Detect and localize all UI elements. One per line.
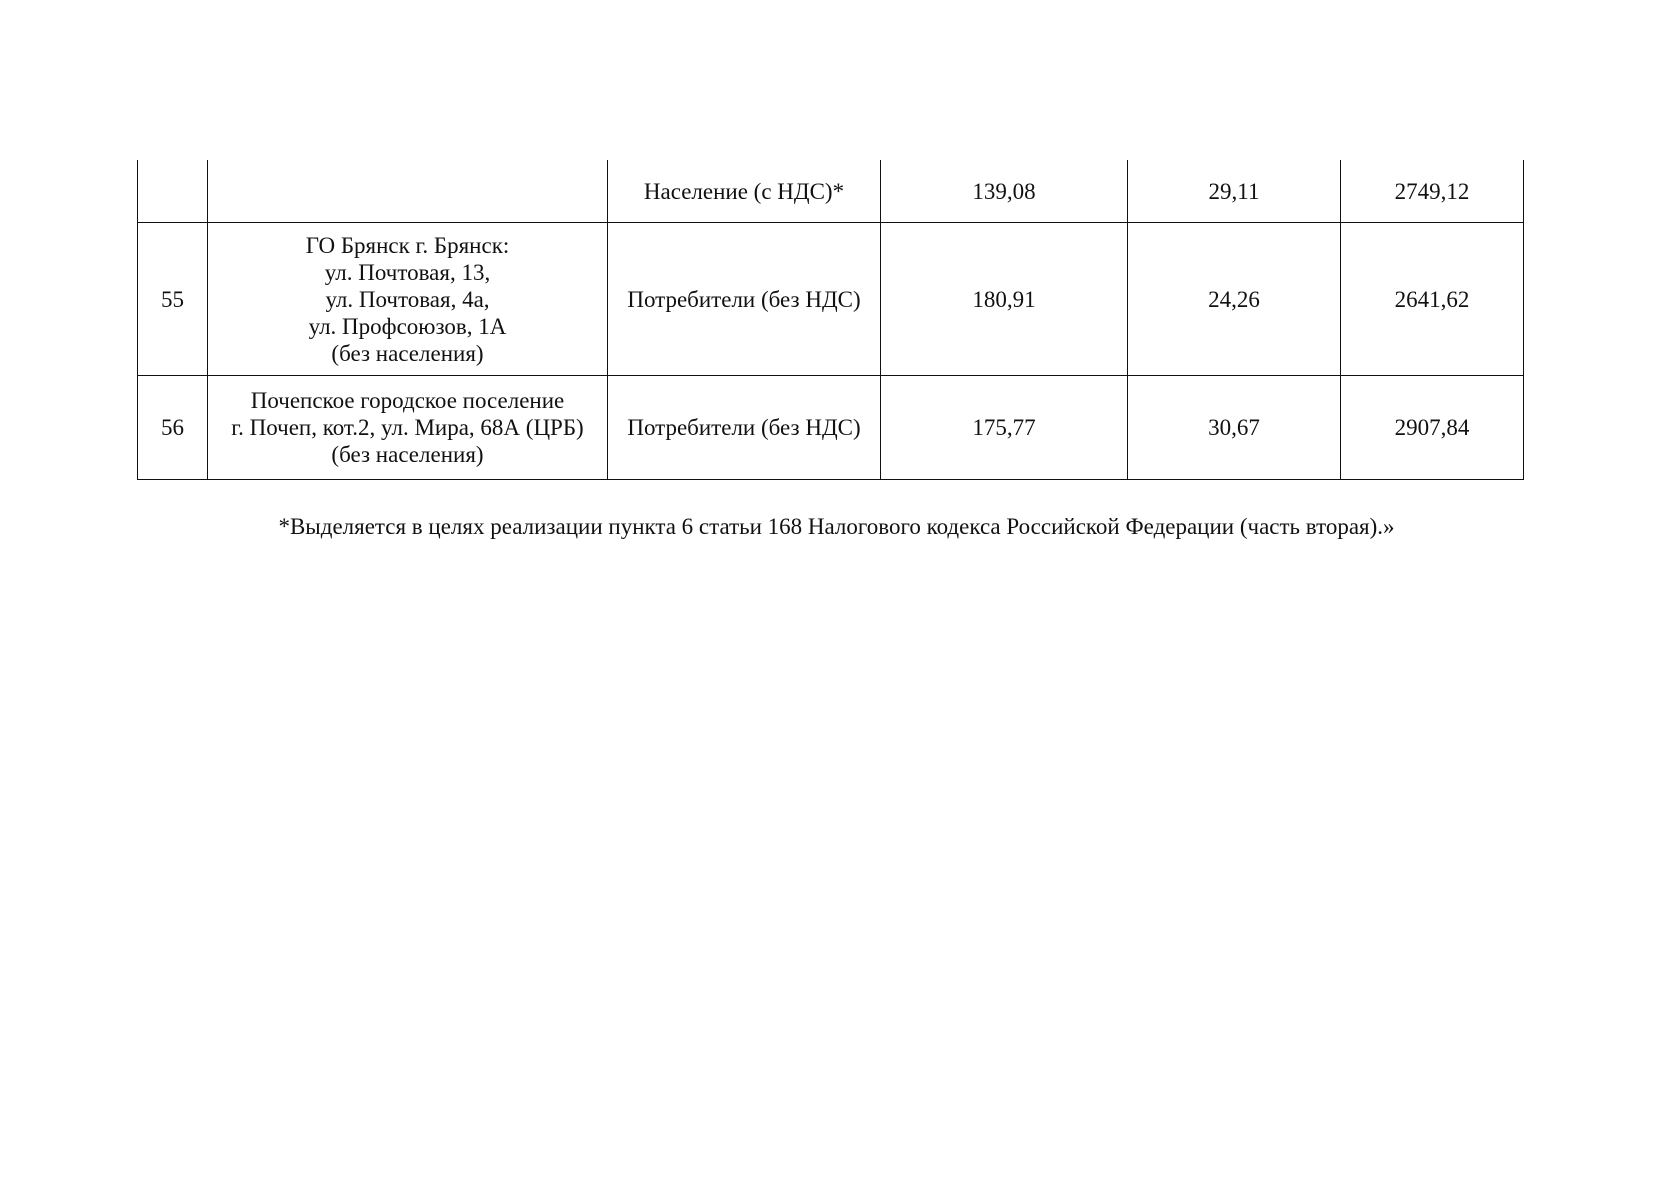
consumer-group-cell: Потребители (без НДС) xyxy=(608,376,881,480)
value-cell-2: 24,26 xyxy=(1128,223,1341,376)
tariff-table xyxy=(137,160,1524,480)
location-line: (без населения) xyxy=(331,442,484,467)
row-number-cell: 56 xyxy=(138,376,208,480)
table-row xyxy=(138,376,1524,480)
value-cell-2: 29,11 xyxy=(1128,160,1341,223)
value-cell-3: 2641,62 xyxy=(1341,223,1524,376)
location-line: ул. Профсоюзов, 1А xyxy=(308,313,507,339)
table-row xyxy=(138,160,1524,223)
value-cell-3: 2749,12 xyxy=(1341,160,1524,223)
footnote: *Выделяется в целях реализации пункта 6 статьи 168 Налогового кодекса Российской Федерации (часть вторая).» xyxy=(278,514,1395,539)
table-row xyxy=(138,223,1524,376)
location-cell xyxy=(208,376,608,480)
row-number-cell xyxy=(138,160,208,223)
value-cell-2: 30,67 xyxy=(1128,376,1341,480)
consumer-group-cell: Потребители (без НДС) xyxy=(608,223,881,376)
value-cell-3: 2907,84 xyxy=(1341,376,1524,480)
location-cell xyxy=(208,223,608,376)
value-cell-1: 139,08 xyxy=(881,160,1128,223)
consumer-group-cell: Население (с НДС)* xyxy=(608,160,881,223)
location-cell xyxy=(208,160,608,223)
value-cell-1: 175,77 xyxy=(881,376,1128,480)
location-line: г. Почеп, кот.2, ул. Мира, 68А (ЦРБ) xyxy=(231,415,584,440)
location-line: ГО Брянск г. Брянск: xyxy=(305,232,510,258)
location-line: Почепское городское поселение xyxy=(250,388,565,413)
value-cell-1: 180,91 xyxy=(881,223,1128,376)
location-line: ул. Почтовая, 4а, xyxy=(325,286,490,312)
location-line: ул. Почтовая, 13, xyxy=(324,259,491,285)
location-line: (без населения) xyxy=(331,340,484,366)
row-number-cell: 55 xyxy=(138,223,208,376)
